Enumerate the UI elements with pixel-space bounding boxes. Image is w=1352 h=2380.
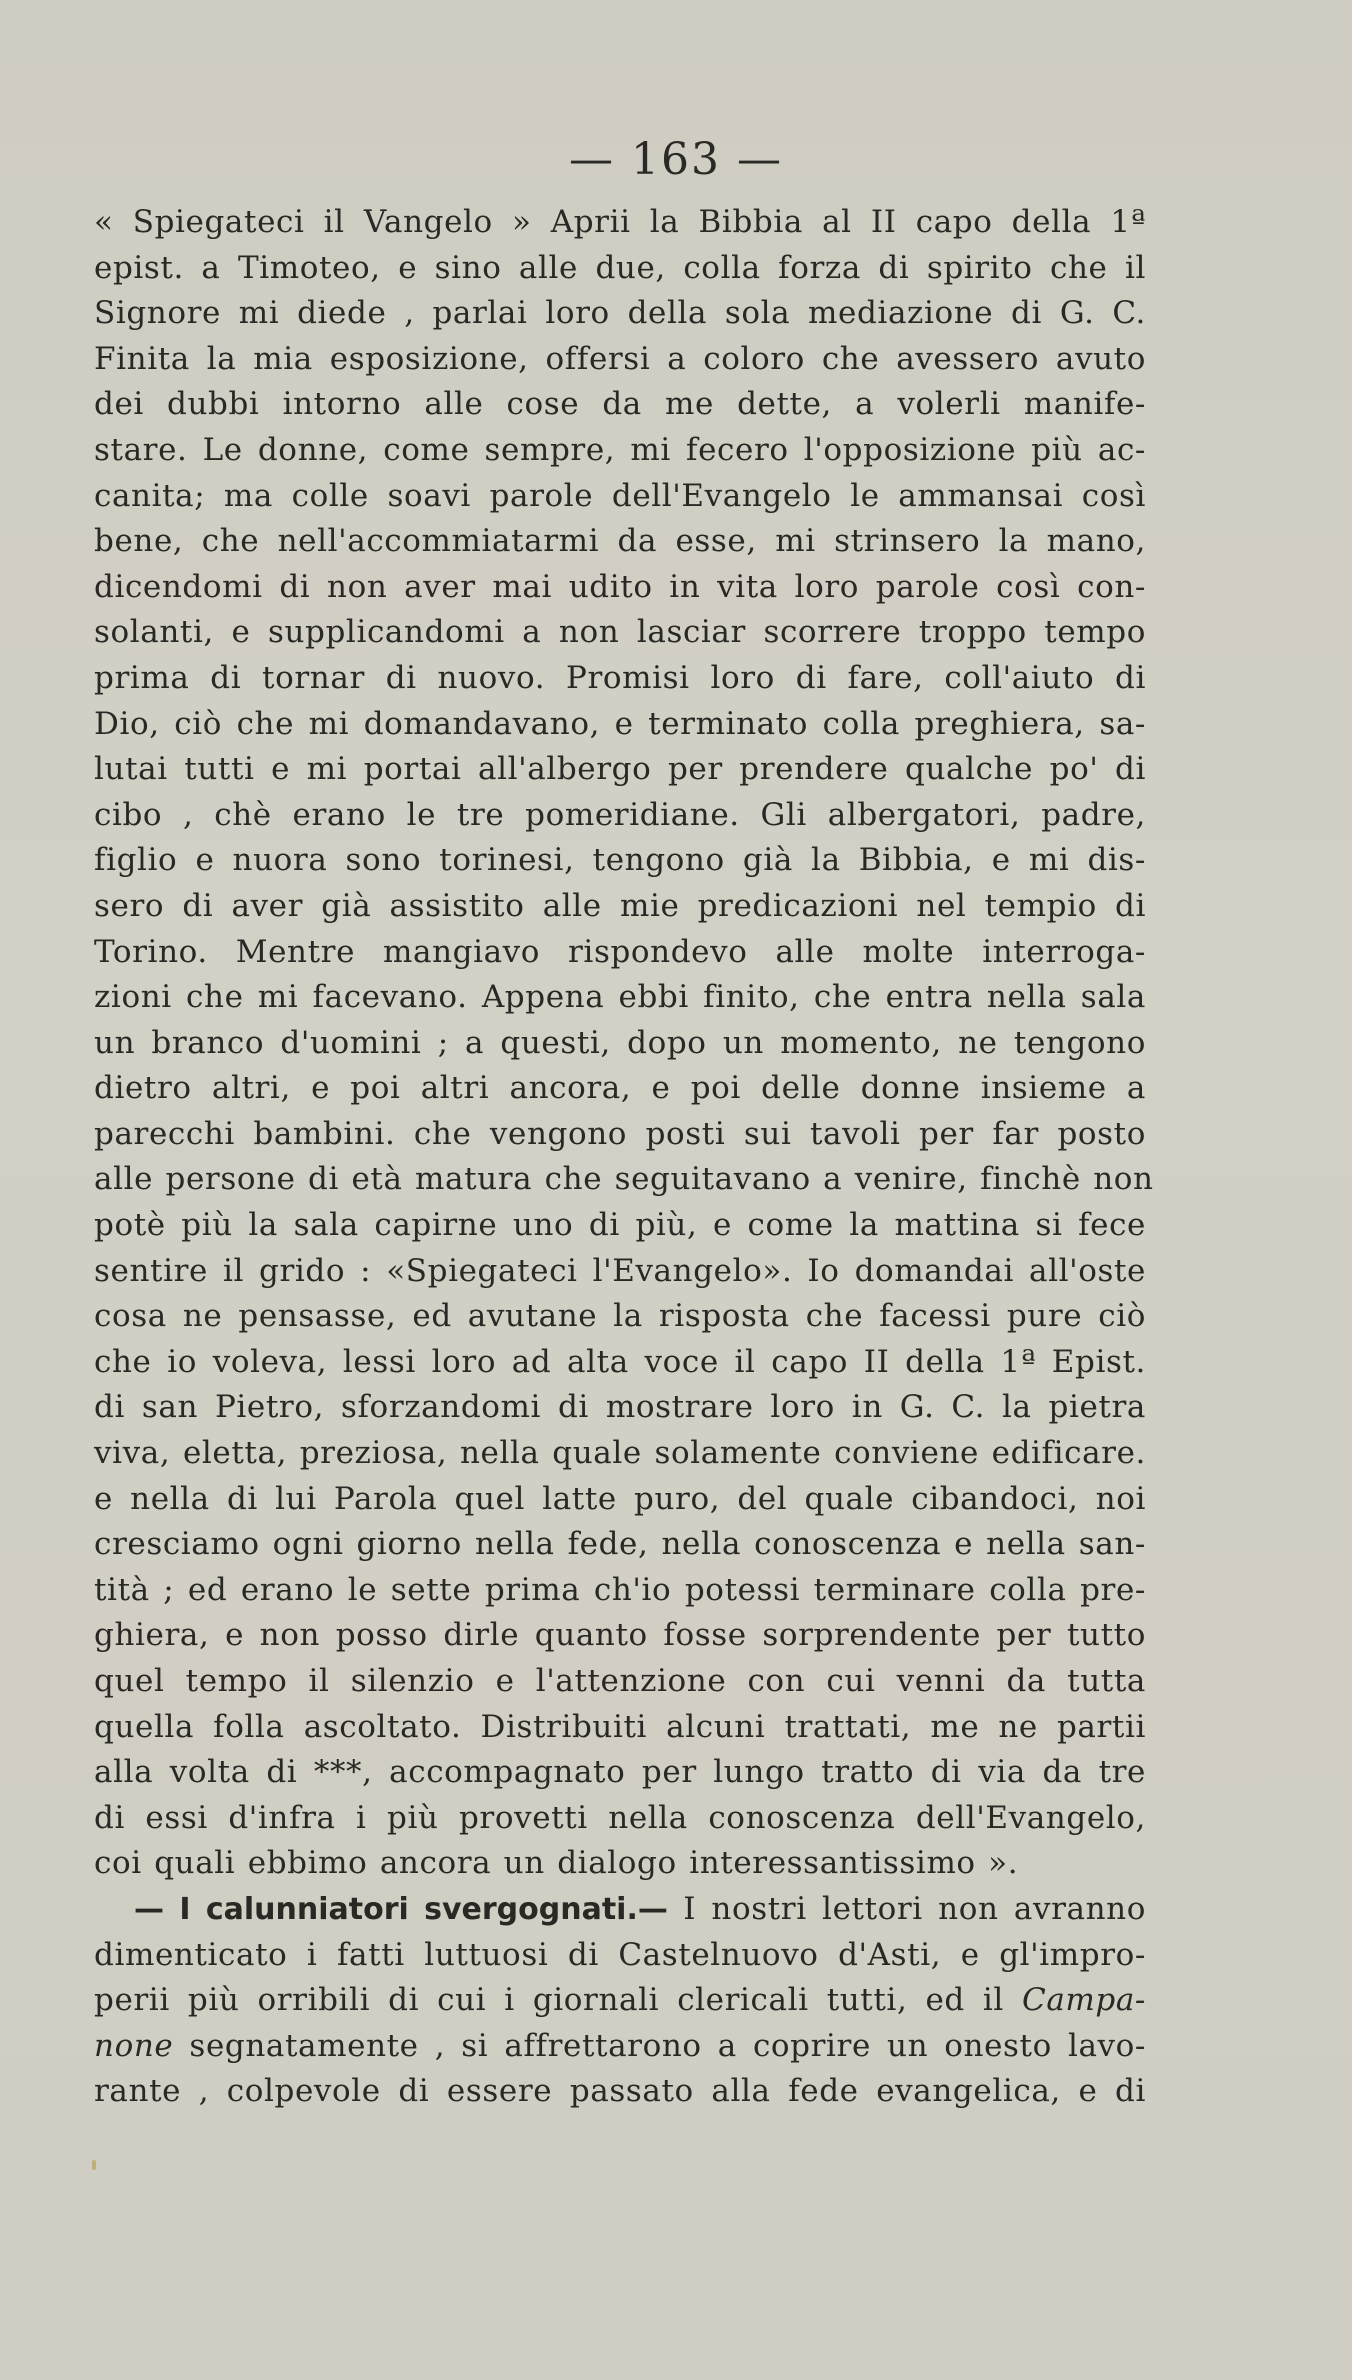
- text-line: alle persone di età matura che seguitavano a venire, finchè non: [94, 1161, 1154, 1198]
- text-line: cosa ne pensasse, ed avutane la risposta che facessi pure ciò: [94, 1298, 1146, 1335]
- text-line: viva, eletta, preziosa, nella quale solamente conviene edificare.: [94, 1435, 1146, 1472]
- section-line-3-text: perii più orribili di cui i giornali clericali tutti, ed il: [94, 1982, 1022, 2019]
- text-line: che io voleva, lessi loro ad alta voce il capo II della 1ª Epist.: [94, 1343, 1146, 1380]
- text-line: quel tempo il silenzio e l'attenzione con cui venni da tutta: [94, 1663, 1146, 1699]
- section-first-line: [94, 1887, 1146, 1933]
- text-line: solanti, e supplicandomi a non lasciar scorrere troppo tempo: [94, 614, 1146, 651]
- text-line: un branco d'uomini ; a questi, dopo un momento, ne tengono: [94, 1024, 1146, 1061]
- text-line: lutai tutti e mi portai all'albergo per prendere qualche po' di: [94, 751, 1146, 788]
- text-line: ghiera, e non posso dirle quanto fosse sorprendente per tutto: [94, 1617, 1146, 1654]
- text-line: coi quali ebbimo ancora un dialogo interessantissimo ».: [94, 1845, 1019, 1882]
- text-line: sentire il grido : «Spiegateci l'Evangelo». Io domandai all'oste: [94, 1252, 1146, 1289]
- text-line: di san Pietro, sforzandomi di mostrare loro in G. C. la pietra: [94, 1389, 1146, 1426]
- text-line: quella folla ascoltato. Distribuiti alcuni trattati, me ne partii: [94, 1708, 1146, 1745]
- text-line: dietro altri, e poi altri ancora, e poi delle donne insieme a: [94, 1070, 1146, 1107]
- text-line: cibo , chè erano le tre pomeridiane. Gli albergatori, padre,: [94, 796, 1146, 833]
- text-line: Signore mi diede , parlai loro della sola mediazione di G. C.: [94, 295, 1146, 332]
- section-line-4-text: segnatamente , si affrettarono a coprire un onesto lavo-: [173, 2027, 1146, 2064]
- text-line: Dio, ciò che mi domandavano, e terminato colla preghiera, sa-: [94, 705, 1146, 742]
- text-line: « Spiegateci il Vangelo » Aprii la Bibbia al II capo della 1ª: [94, 204, 1146, 240]
- text-line: dei dubbi intorno alle cose da me dette, a volerli manife-: [94, 386, 1146, 423]
- text-line: di essi d'infra i più provetti nella conoscenza dell'Evangelo,: [94, 1799, 1146, 1836]
- section-first-line-text: I nostri lettori non avranno: [667, 1890, 1146, 1927]
- page-number: — 163 —: [569, 134, 783, 185]
- newspaper-title-part: Campa-: [1022, 1982, 1146, 2019]
- text-line: dicendomi di non aver mai udito in vita loro parole così con-: [94, 568, 1146, 605]
- newspaper-title-part: none: [94, 2027, 174, 2064]
- text-line: alla volta di ***, accompagnato per lungo tratto di via da tre: [94, 1754, 1146, 1791]
- section-line-3: [94, 1978, 1146, 2024]
- section-heading: — I calunniatori svergognati.—: [134, 1891, 668, 1927]
- section-line-4: [94, 2024, 1146, 2070]
- text-line: stare. Le donne, come sempre, mi fecero l'opposizione più ac-: [94, 431, 1146, 468]
- text-line: potè più la sala capirne uno di più, e come la mattina si fece: [94, 1207, 1146, 1244]
- text-line: figlio e nuora sono torinesi, tengono già la Bibbia, e mi dis-: [94, 842, 1146, 879]
- text-line: e nella di lui Parola quel latte puro, del quale cibandoci, noi: [94, 1480, 1146, 1517]
- text-line: zioni che mi facevano. Appena ebbi finito, che entra nella sala: [94, 979, 1146, 1016]
- text-line: prima di tornar di nuovo. Promisi loro di fare, coll'aiuto di: [94, 659, 1146, 696]
- text-line: Torino. Mentre mangiavo rispondevo alle molte interroga-: [94, 933, 1146, 970]
- text-line: parecchi bambini. che vengono posti sui tavoli per far posto: [94, 1115, 1146, 1152]
- text-line: epist. a Timoteo, e sino alle due, colla forza di spirito che il: [94, 249, 1146, 286]
- text-line: bene, che nell'accommiatarmi da esse, mi strinsero la mano,: [94, 523, 1146, 560]
- text-line: dimenticato i fatti luttuosi di Castelnuovo d'Asti, e gl'impro-: [94, 1936, 1146, 1973]
- text-line: cresciamo ogni giorno nella fede, nella conoscenza e nella san-: [94, 1526, 1146, 1563]
- text-line: canita; ma colle soavi parole dell'Evangelo le ammansai così: [94, 477, 1146, 514]
- body-text: [94, 200, 1154, 2115]
- text-line: tità ; ed erano le sette prima ch'io potessi terminare colla pre-: [94, 1571, 1146, 1608]
- text-line: sero di aver già assistito alle mie predicazioni nel tempio di: [94, 887, 1146, 924]
- paper-stain: [92, 2160, 96, 2170]
- text-line: Finita la mia esposizione, offersi a coloro che avessero avuto: [94, 340, 1146, 377]
- text-line: rante , colpevole di essere passato alla fede evangelica, e di: [94, 2073, 1146, 2110]
